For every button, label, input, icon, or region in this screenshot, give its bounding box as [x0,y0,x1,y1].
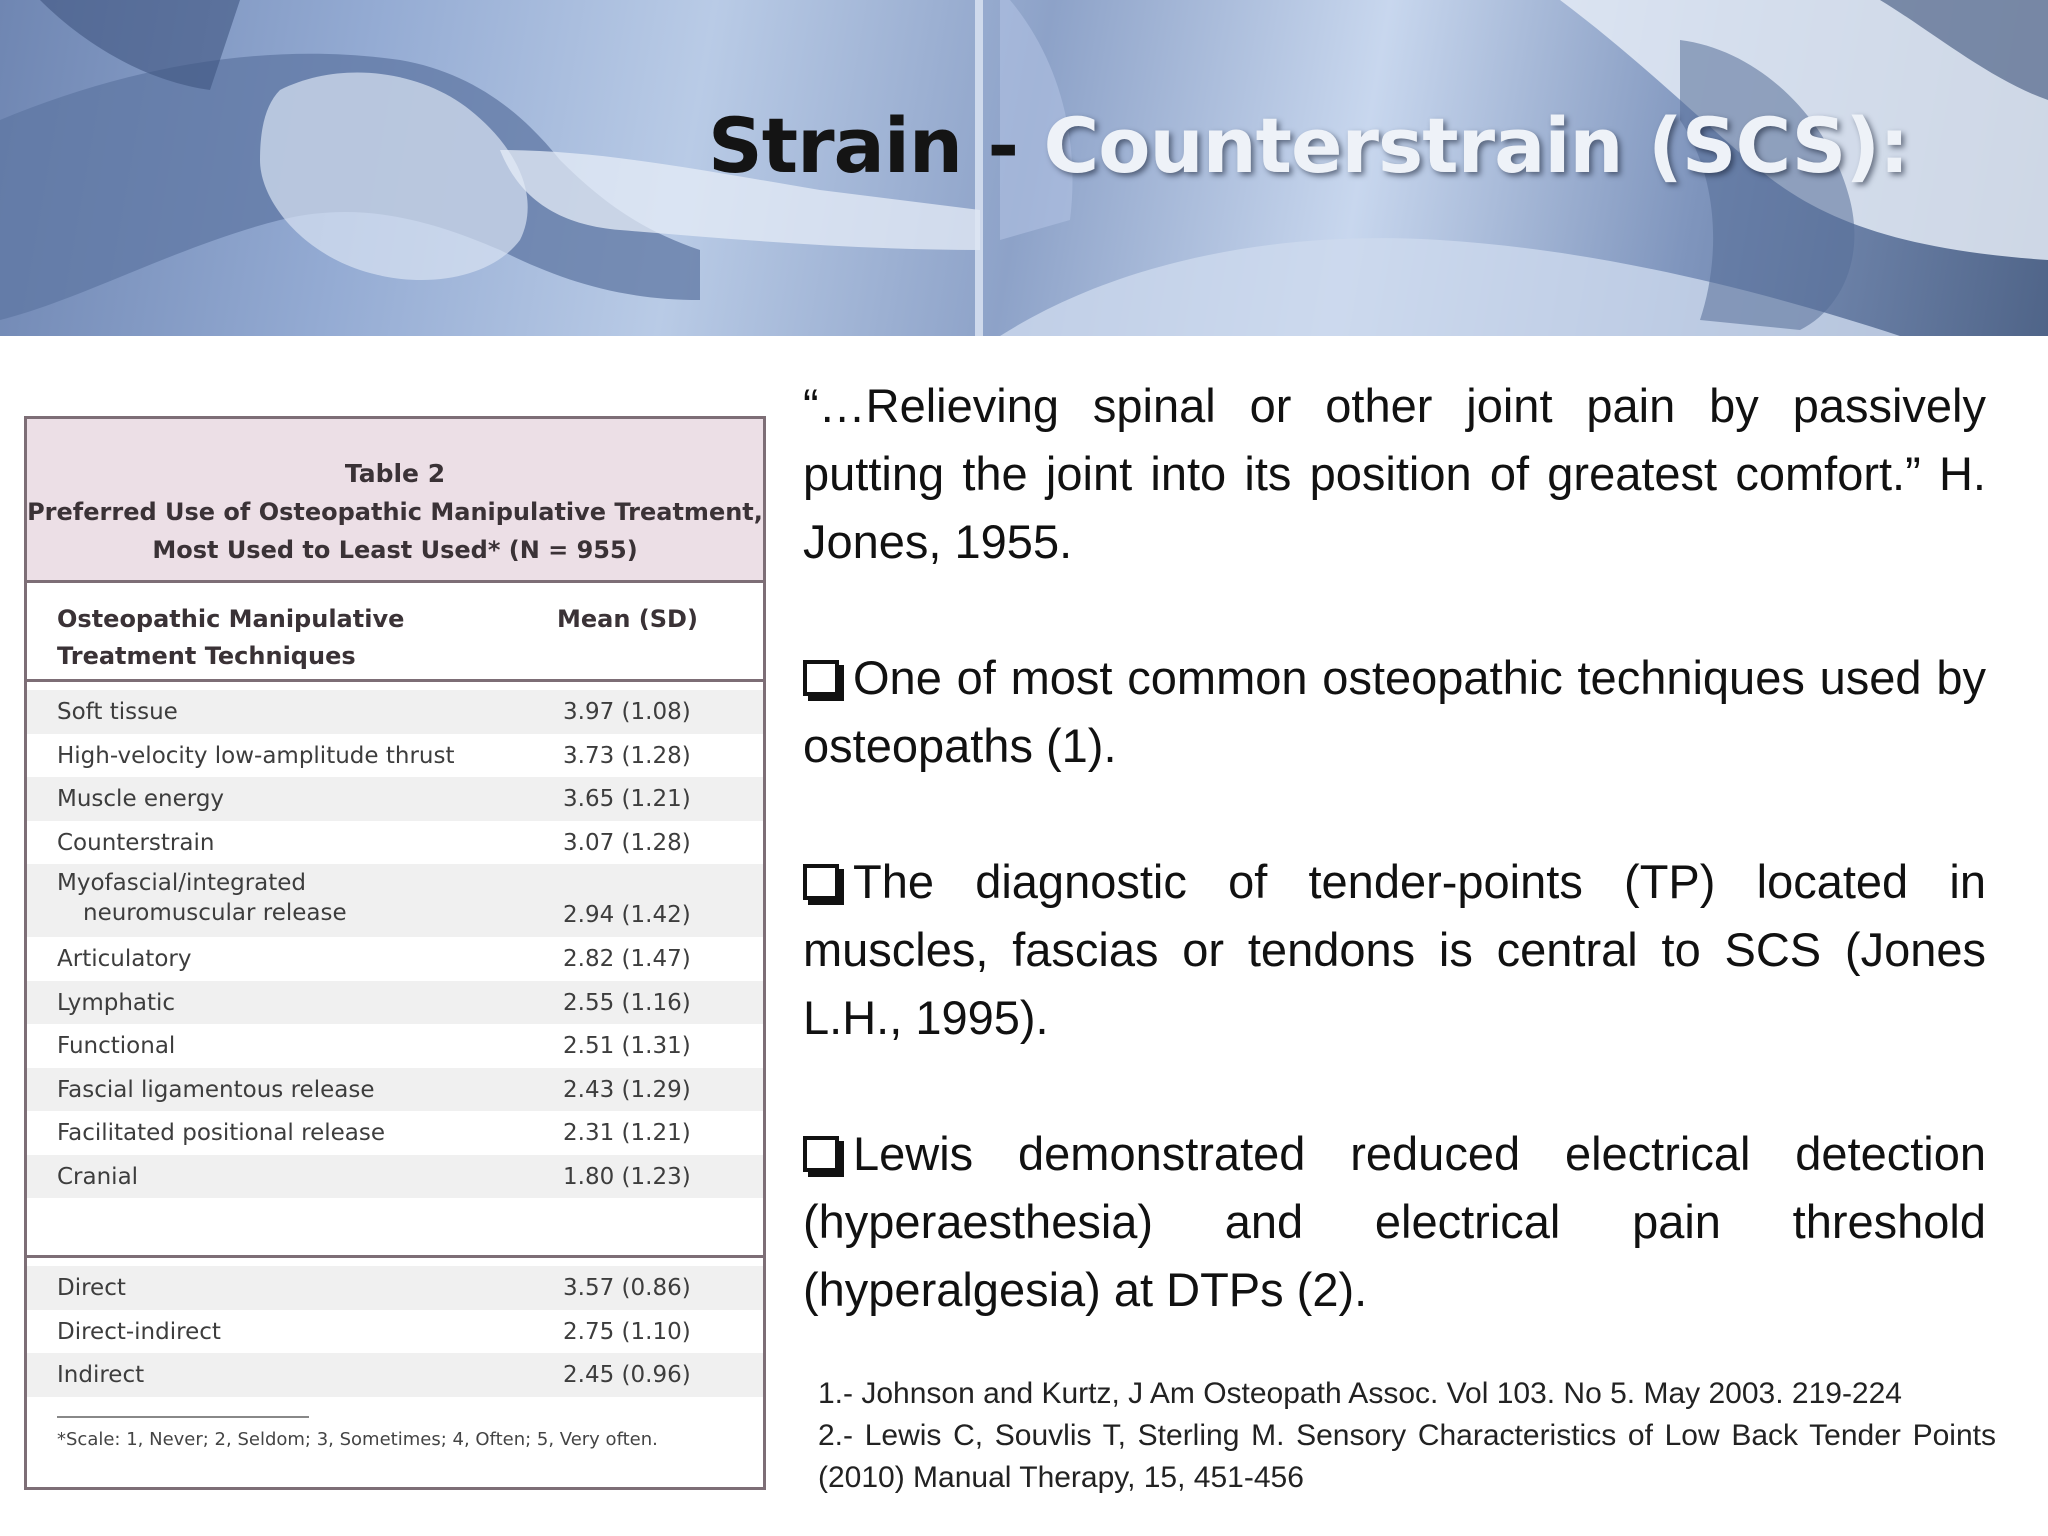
bullet-item: The diagnostic of tender-points (TP) located in muscles, fascias or tendons is central to SCS (Jones L.H., 1995). [803,855,1986,1044]
slide-title: Strain - Counterstrain (SCS): [708,101,1909,190]
table-row: Fascial ligamentous release 2.43 (1.29) [27,1068,763,1112]
checkbox-bullet-icon [803,1136,839,1172]
table-row: Indirect 2.45 (0.96) [27,1353,763,1397]
table-row: Myofascial/integrated neuromuscular release 2.94 (1.42) [27,864,763,937]
table-figure [24,416,766,1490]
table-row: Soft tissue 3.97 (1.08) [27,690,763,734]
table-approach-group [27,1255,763,1397]
bullet-item: Lewis demonstrated reduced electrical detection (hyperaesthesia) and electrical pain threshold (hyperalgesia) at DTPs (2). [803,1127,1986,1316]
column-header-mean: Mean (SD) [557,605,698,633]
table-caption [27,419,763,583]
table-row: Cranial 1.80 (1.23) [27,1155,763,1199]
column-header-technique: Osteopathic Manipulative Treatment Techniques [57,605,405,670]
table-label: Table 2 [344,459,446,488]
table-row: Direct-indirect 2.75 (1.10) [57,1318,691,1345]
footnote-divider [57,1416,309,1418]
header-banner [0,0,2048,336]
table-row: Lymphatic 2.55 (1.16) [27,981,763,1025]
table-row: Articulatory 2.82 (1.47) [57,946,691,972]
bullet-item: One of most common osteopathic techniques used by osteopaths (1). [803,651,1986,772]
table-row: High-velocity low-amplitude thrust 3.73 (1.28) [57,742,691,769]
reference-item: 2.- Lewis C, Souvlis T, Sterling M. Sensory Characteristics of Low Back Tender Points (2010) Manual Therapy, 15, 451-456 [818,1419,1996,1494]
reference-item: 1.- Johnson and Kurtz, J Am Osteopath Assoc. Vol 103. No 5. May 2003. 219-224 [818,1377,1902,1410]
table-row: Functional 2.51 (1.31) [57,1033,691,1059]
table-column-headers [27,583,763,682]
table-row: Direct 3.57 (0.86) [27,1266,763,1310]
table-body [27,682,763,1198]
table-title-line-2: Most Used to Least Used* (N = 955) [152,536,638,564]
references [818,1373,1996,1499]
table-row: Muscle energy 3.65 (1.21) [27,777,763,821]
table-row: Counterstrain 3.07 (1.28) [57,829,691,856]
table-footnote: *Scale: 1, Never; 2, Seldom; 3, Sometimes; 4, Often; 5, Very often. [57,1429,658,1450]
checkbox-bullet-icon [803,660,839,696]
jones-quote: “…Relieving spinal or other joint pain by passively putting the joint into its position of greatest comfort.” H. Jones, 1955. [803,379,1986,568]
table-title-line-1: Preferred Use of Osteopathic Manipulative Treatment, [27,498,763,526]
table-row: Facilitated positional release 2.31 (1.21) [57,1120,691,1146]
checkbox-bullet-icon [803,864,839,900]
